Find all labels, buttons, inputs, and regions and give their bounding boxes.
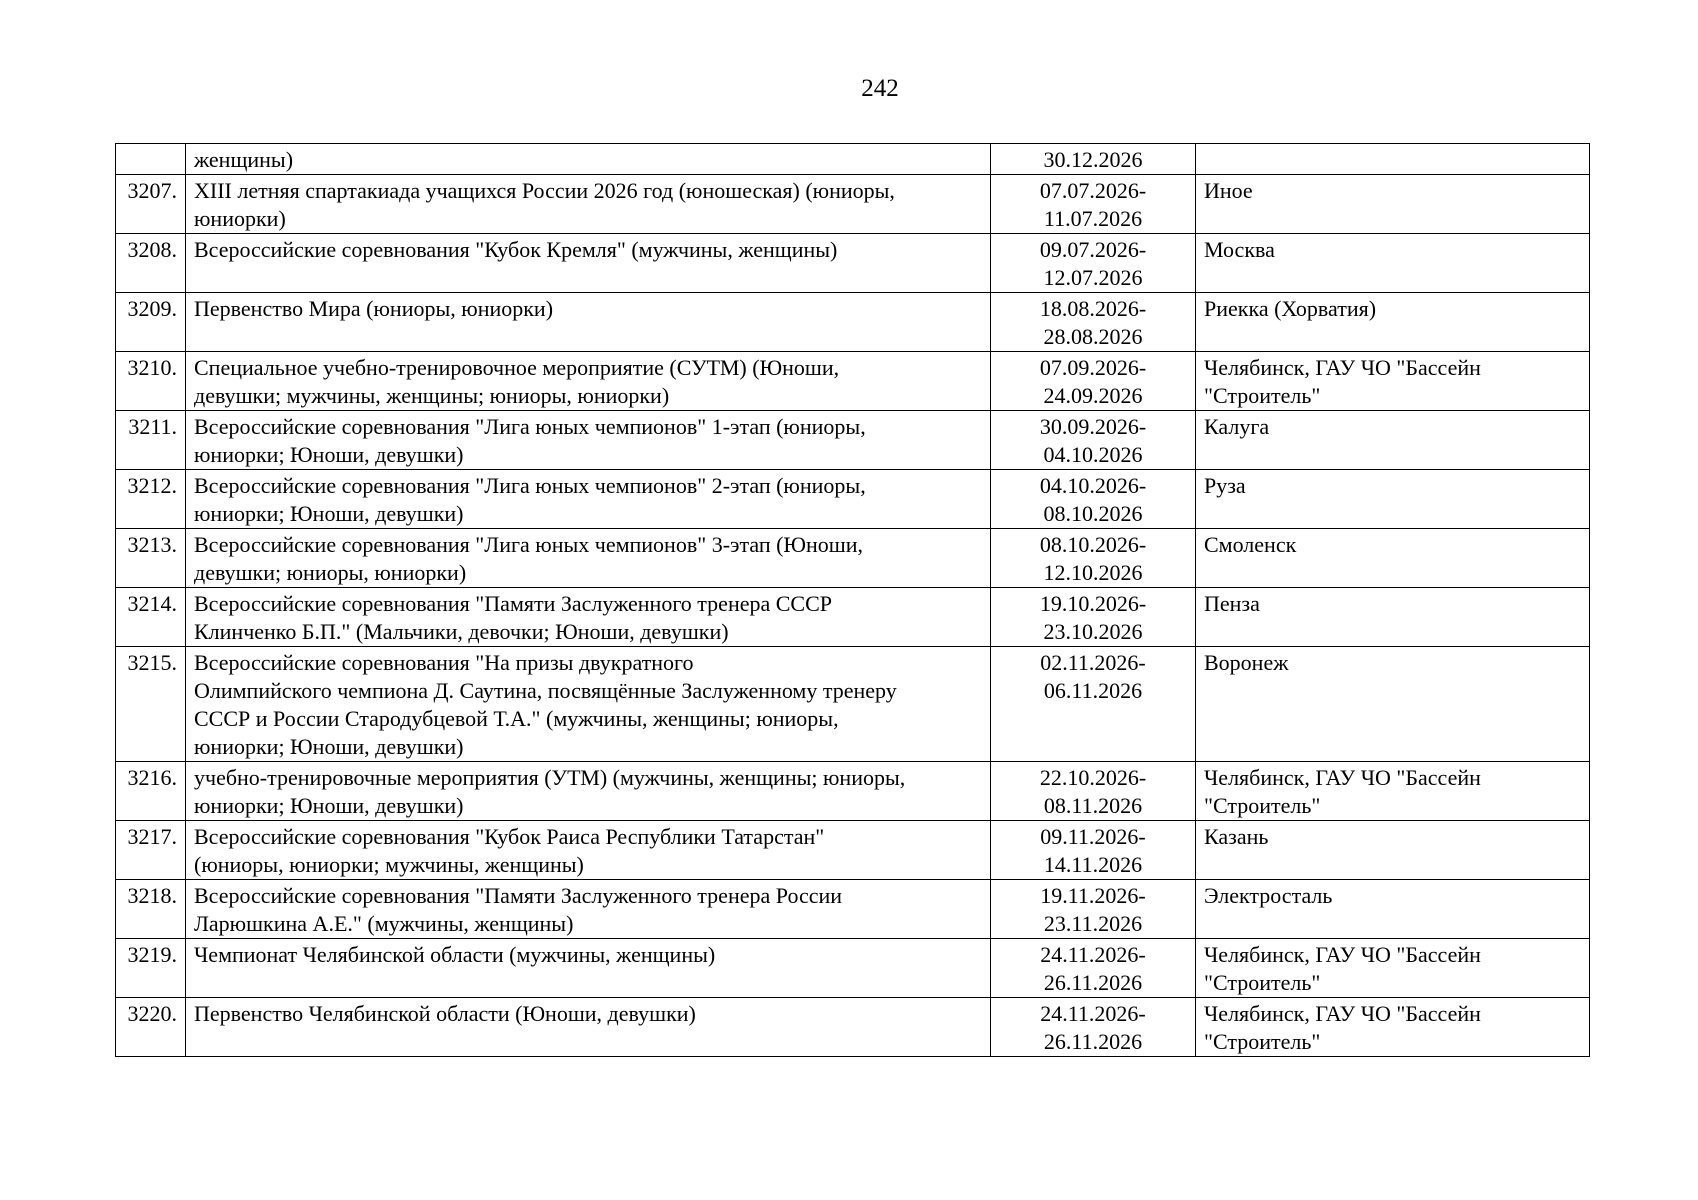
event-name-line: юниорки; Юноши, девушки) — [194, 442, 464, 467]
event-location-cell — [1196, 821, 1590, 880]
event-name-cell — [186, 175, 991, 234]
event-name-cell — [186, 939, 991, 998]
event-number: 3209. — [116, 293, 186, 352]
event-name-line: юниорки; Юноши, девушки) — [194, 501, 464, 526]
event-name-line: Первенство Челябинской области (Юноши, девушки) — [194, 1001, 696, 1026]
event-dates-line: 26.11.2026 — [1043, 970, 1143, 995]
event-name-cell — [186, 352, 991, 411]
event-location-line: Руза — [1204, 473, 1246, 498]
event-name-line: СССР и России Стародубцевой Т.А." (мужчины, женщины; юниоры, — [194, 706, 839, 731]
event-location-line: "Строитель" — [1204, 793, 1321, 818]
event-dates-line: 14.11.2026 — [1043, 852, 1143, 877]
event-location-cell — [1196, 998, 1590, 1057]
event-dates-cell — [991, 175, 1196, 234]
event-location-cell — [1196, 234, 1590, 293]
event-name-line: юниорки; Юноши, девушки) — [194, 793, 464, 818]
table-row — [116, 880, 1590, 939]
event-dates-cell — [991, 352, 1196, 411]
event-name-line: Всероссийские соревнования "Кубок Раиса Республики Татарстан" — [194, 824, 825, 849]
event-dates-line: 30.12.2026 — [1043, 147, 1143, 172]
event-number: 3211. — [116, 411, 186, 470]
event-number: 3207. — [116, 175, 186, 234]
event-name-cell — [186, 234, 991, 293]
event-number: 3220. — [116, 998, 186, 1057]
event-location-line: Смоленск — [1204, 532, 1297, 557]
event-dates-line: 23.11.2026 — [1043, 911, 1143, 936]
event-number: 3213. — [116, 529, 186, 588]
event-dates-line: 04.10.2026- — [1039, 473, 1147, 498]
event-name-line: (юниоры, юниорки; мужчины, женщины) — [194, 852, 584, 877]
event-name-line: Чемпионат Челябинской области (мужчины, женщины) — [194, 942, 716, 967]
table-row — [116, 234, 1590, 293]
event-dates-line: 19.10.2026- — [1039, 591, 1147, 616]
table-row — [116, 998, 1590, 1057]
event-location-cell — [1196, 411, 1590, 470]
event-location-cell — [1196, 470, 1590, 529]
event-location-cell — [1196, 352, 1590, 411]
table-row — [116, 411, 1590, 470]
event-name-line: девушки; юниоры, юниорки) — [194, 560, 467, 585]
event-name-line: Всероссийские соревнования "Лига юных чемпионов" 1-этап (юниоры, — [194, 414, 866, 439]
event-number: 3212. — [116, 470, 186, 529]
event-name-cell — [186, 821, 991, 880]
event-dates-line: 11.07.2026 — [1043, 206, 1143, 231]
events-table — [115, 143, 1590, 1057]
event-name-cell — [186, 470, 991, 529]
event-name-cell — [186, 293, 991, 352]
event-name-line: Всероссийские соревнования "Кубок Кремля" (мужчины, женщины) — [194, 237, 838, 262]
table-row — [116, 588, 1590, 647]
event-dates-cell — [991, 293, 1196, 352]
event-dates-line: 30.09.2026- — [1039, 414, 1147, 439]
event-name-line: учебно-тренировочные мероприятия (УТМ) (мужчины, женщины; юниоры, — [194, 765, 906, 790]
event-number: 3218. — [116, 880, 186, 939]
table-row — [116, 470, 1590, 529]
event-name-line: Олимпийского чемпиона Д. Саутина, посвящённые Заслуженному тренеру — [194, 678, 897, 703]
event-location-line: Иное — [1204, 178, 1253, 203]
event-dates-cell — [991, 821, 1196, 880]
event-dates-line: 24.09.2026 — [1043, 383, 1143, 408]
event-name-line: Всероссийские соревнования "На призы двукратного — [194, 650, 694, 675]
event-dates-line: 04.10.2026 — [1043, 442, 1143, 467]
event-dates-cell — [991, 647, 1196, 762]
event-number: 3217. — [116, 821, 186, 880]
event-number: 3214. — [116, 588, 186, 647]
event-name-line: Всероссийские соревнования "Памяти Заслуженного тренера СССР — [194, 591, 833, 616]
event-name-cell — [186, 529, 991, 588]
event-number: 3219. — [116, 939, 186, 998]
event-name-cell — [186, 998, 991, 1057]
table-row — [116, 529, 1590, 588]
event-dates-line: 19.11.2026- — [1040, 883, 1146, 908]
event-dates-cell — [991, 411, 1196, 470]
table-row — [116, 762, 1590, 821]
event-name-cell — [186, 762, 991, 821]
table-row — [116, 293, 1590, 352]
event-dates-line: 26.11.2026 — [1043, 1029, 1143, 1054]
event-dates-line: 12.07.2026 — [1043, 265, 1143, 290]
event-dates-line: 08.11.2026 — [1043, 793, 1143, 818]
event-dates-line: 07.07.2026- — [1039, 178, 1147, 203]
event-dates-cell — [991, 762, 1196, 821]
event-dates-cell — [991, 529, 1196, 588]
event-dates-cell — [991, 470, 1196, 529]
event-name-line: Клинченко Б.П." (Мальчики, девочки; Юноши, девушки) — [194, 619, 729, 644]
event-location-line: Челябинск, ГАУ ЧО "Бассейн — [1204, 765, 1481, 790]
event-dates-cell — [991, 880, 1196, 939]
event-number — [116, 144, 186, 175]
event-name-cell — [186, 411, 991, 470]
page-number: 242 — [861, 75, 899, 102]
event-location-line: Челябинск, ГАУ ЧО "Бассейн — [1204, 355, 1481, 380]
table-row — [116, 939, 1590, 998]
event-location-line: "Строитель" — [1204, 383, 1321, 408]
event-location-line: Риекка (Хорватия) — [1204, 296, 1377, 321]
event-location-cell — [1196, 175, 1590, 234]
event-location-line: "Строитель" — [1204, 970, 1321, 995]
event-name-line: Всероссийские соревнования "Лига юных чемпионов" 3-этап (Юноши, — [194, 532, 864, 557]
event-dates-line: 02.11.2026- — [1040, 650, 1146, 675]
event-name-line: Первенство Мира (юниоры, юниорки) — [194, 296, 554, 321]
event-location-cell — [1196, 529, 1590, 588]
event-location-cell — [1196, 144, 1590, 175]
event-dates-line: 18.08.2026- — [1039, 296, 1147, 321]
event-location-cell — [1196, 647, 1590, 762]
event-location-line: Электросталь — [1204, 883, 1333, 908]
event-dates-line: 23.10.2026 — [1043, 619, 1143, 644]
event-dates-line: 08.10.2026 — [1043, 501, 1143, 526]
event-location-line: Челябинск, ГАУ ЧО "Бассейн — [1204, 942, 1481, 967]
event-location-cell — [1196, 293, 1590, 352]
event-name-line: девушки; мужчины, женщины; юниоры, юниорки) — [194, 383, 670, 408]
event-location-line: Москва — [1204, 237, 1275, 262]
event-name-line: Ларюшкина А.Е." (мужчины, женщины) — [194, 911, 574, 936]
table-row — [116, 647, 1590, 762]
event-location-line: "Строитель" — [1204, 1029, 1321, 1054]
event-location-line: Казань — [1204, 824, 1269, 849]
event-name-line: женщины) — [194, 147, 294, 172]
event-name-cell — [186, 144, 991, 175]
event-name-cell — [186, 880, 991, 939]
event-name-line: Специальное учебно-тренировочное мероприятие (СУТМ) (Юноши, — [194, 355, 840, 380]
event-location-cell — [1196, 762, 1590, 821]
event-location-line: Калуга — [1204, 414, 1270, 439]
event-dates-line: 09.07.2026- — [1039, 237, 1147, 262]
event-name-line: юниорки; Юноши, девушки) — [194, 734, 464, 759]
event-number: 3208. — [116, 234, 186, 293]
event-location-cell — [1196, 939, 1590, 998]
event-name-cell — [186, 647, 991, 762]
event-dates-line: 22.10.2026- — [1039, 765, 1147, 790]
event-dates-line: 08.10.2026- — [1039, 532, 1147, 557]
event-name-line: Всероссийские соревнования "Памяти Заслуженного тренера России — [194, 883, 843, 908]
event-dates-line: 24.11.2026- — [1040, 942, 1146, 967]
event-name-line: XIII летняя спартакиада учащихся России 2026 год (юношеская) (юниоры, — [194, 178, 895, 203]
event-location-line: Пенза — [1204, 591, 1260, 616]
event-dates-cell — [991, 588, 1196, 647]
event-name-line: юниорки) — [194, 206, 286, 231]
event-dates-line: 09.11.2026- — [1040, 824, 1146, 849]
event-dates-line: 06.11.2026 — [1043, 678, 1143, 703]
event-dates-line: 28.08.2026 — [1043, 324, 1143, 349]
event-location-cell — [1196, 588, 1590, 647]
events-table-body — [116, 144, 1590, 1057]
event-dates-cell — [991, 998, 1196, 1057]
event-dates-cell — [991, 234, 1196, 293]
event-location-line: Воронеж — [1204, 650, 1289, 675]
event-number: 3215. — [116, 647, 186, 762]
event-location-cell — [1196, 880, 1590, 939]
event-dates-line: 24.11.2026- — [1040, 1001, 1146, 1026]
table-row — [116, 144, 1590, 175]
event-number: 3210. — [116, 352, 186, 411]
event-dates-line: 12.10.2026 — [1043, 560, 1143, 585]
table-row — [116, 352, 1590, 411]
table-row — [116, 175, 1590, 234]
event-dates-cell — [991, 939, 1196, 998]
event-number: 3216. — [116, 762, 186, 821]
event-location-line: Челябинск, ГАУ ЧО "Бассейн — [1204, 1001, 1481, 1026]
event-dates-line: 07.09.2026- — [1039, 355, 1147, 380]
event-dates-cell — [991, 144, 1196, 175]
table-row — [116, 821, 1590, 880]
event-name-line: Всероссийские соревнования "Лига юных чемпионов" 2-этап (юниоры, — [194, 473, 866, 498]
event-name-cell — [186, 588, 991, 647]
